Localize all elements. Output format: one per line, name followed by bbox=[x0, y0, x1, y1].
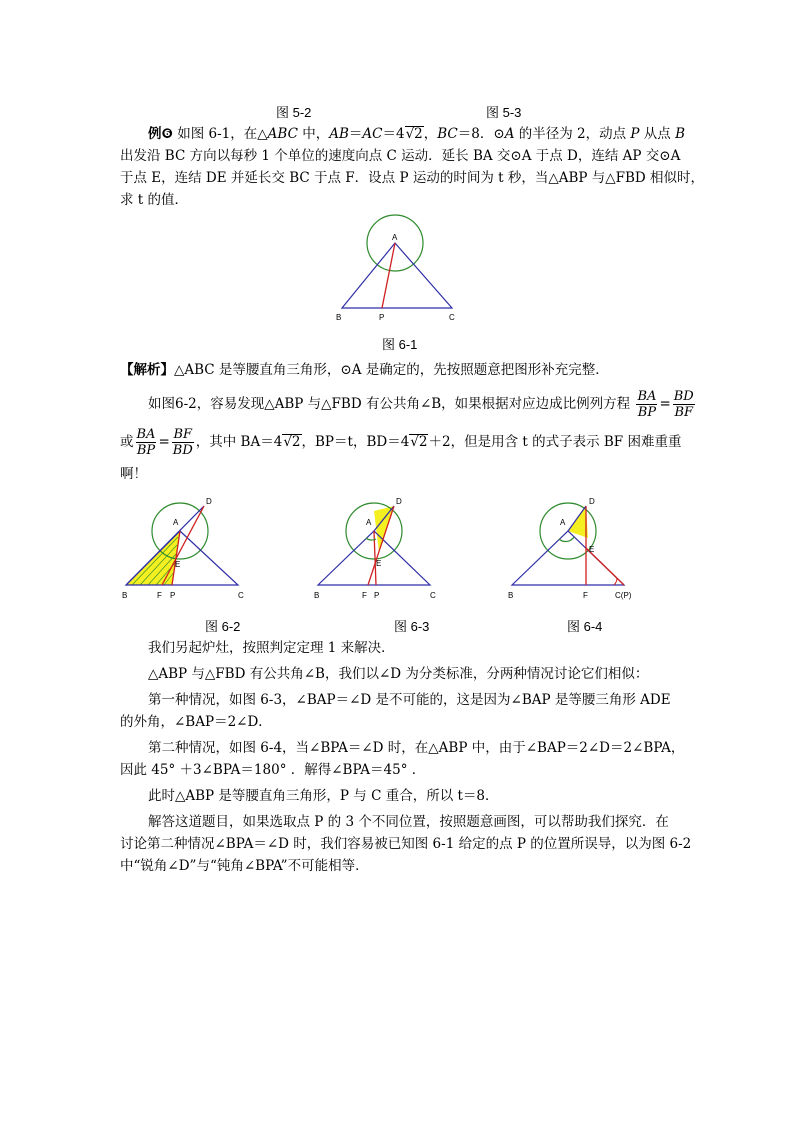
label-a: A bbox=[392, 233, 398, 242]
example-line-4: 求 t 的值． bbox=[120, 192, 189, 208]
label-f: F bbox=[157, 591, 162, 600]
label-e: E bbox=[376, 559, 382, 568]
analysis-heading: 【解析】 bbox=[120, 362, 174, 378]
label-p: P bbox=[170, 591, 176, 600]
label-a: A bbox=[173, 518, 179, 527]
body-paragraph-4b: 因此 45° ＋3∠BPA＝180° ．解得∠BPA＝45° ． bbox=[120, 762, 426, 778]
figure-6-2 bbox=[118, 492, 258, 604]
figure-caption-6-3: 图 6-3 bbox=[394, 619, 430, 634]
label-p: P bbox=[374, 591, 380, 600]
shaded-triangle bbox=[374, 506, 394, 552]
label-f: F bbox=[583, 591, 588, 600]
body-paragraph-6b: 讨论第二种情况∠BPA＝∠D 时，我们容易被已知图 6-1 给定的点 P 的位置所误导，以为图 6-2 bbox=[120, 836, 692, 852]
figure-6-4 bbox=[502, 492, 652, 604]
figure-6-3 bbox=[308, 492, 448, 604]
figure-caption-6-4: 图 6-4 bbox=[567, 619, 603, 634]
fraction-bd-bf: $\frac{BD}{BF}$ bbox=[673, 389, 694, 420]
body-paragraph-2: △ABP 与△FBD 有公共角∠B，我们以∠D 为分类标准，分两种情况讨论它们相似： bbox=[148, 666, 649, 682]
sqrt-symbol: √2 bbox=[283, 434, 301, 450]
triangle-abc bbox=[512, 531, 624, 585]
triangle-abc bbox=[342, 243, 452, 308]
label-d: D bbox=[206, 497, 212, 506]
sqrt-symbol: √2 bbox=[410, 434, 428, 450]
label-c: C bbox=[430, 591, 436, 600]
example-line-1: 例❻ 如图 6-1，在△ABC 中，AB＝AC＝4√2，BC＝8．⊙A 的半径为 2，动点 P 从点 B bbox=[148, 126, 686, 142]
body-paragraph-3a: 第一种情况，如图 6-3，∠BAP＝∠D 是不可能的，这是因为∠BAP 是等腰三角形 ADE bbox=[148, 692, 671, 708]
body-paragraph-3b: 的外角，∠BAP＝2∠D． bbox=[120, 714, 272, 730]
label-b: B bbox=[314, 591, 320, 600]
label-e: E bbox=[589, 545, 595, 554]
label-b: B bbox=[122, 591, 128, 600]
sqrt-symbol: √2 bbox=[405, 126, 423, 142]
label-c: C bbox=[449, 313, 455, 322]
label-d: D bbox=[396, 497, 402, 506]
fraction-bf-bd: $\frac{BF}{BD}$ bbox=[172, 427, 193, 458]
body-paragraph-1: 我们另起炉灶，按照判定定理 1 来解决． bbox=[148, 640, 395, 656]
fraction-ba-bp: $\frac{BA}{BP}$ bbox=[637, 389, 657, 420]
label-b: B bbox=[336, 313, 342, 322]
label-f: F bbox=[362, 591, 367, 600]
example-marker: 例❻ bbox=[148, 126, 173, 142]
fraction-ba-bp-2: $\frac{BA}{BP}$ bbox=[136, 427, 156, 458]
analysis-line-3: 或 $\frac{BA}{BP}$ = $\frac{BF}{BD}$ ，其中 BA＝4√2，BP＝t，BD＝4√2＋2，但是用含 t 的式子表示 BF 困难重重 bbox=[120, 427, 682, 458]
label-d: D bbox=[589, 497, 595, 506]
segment-ap bbox=[382, 243, 395, 308]
label-a: A bbox=[366, 518, 372, 527]
figure-caption-5-3: 图 5-3 bbox=[486, 105, 522, 120]
label-b: B bbox=[508, 591, 514, 600]
example-line-3: 于点 E，连结 DE 并延长交 BC 于点 F．设点 P 运动的时间为 t 秒，当△ABP 与△FBD 相似时， bbox=[120, 170, 705, 186]
label-a: A bbox=[560, 518, 566, 527]
label-e: E bbox=[175, 560, 181, 569]
angle-mark-p bbox=[614, 578, 617, 585]
example-line-2: 出发沿 BC 方向以每秒 1 个单位的速度向点 C 运动．延长 BA 交⊙A 于点 D，连结 AP 交⊙A bbox=[120, 148, 681, 164]
analysis-line-2: 如图6-2，容易发现△ABP 与△FBD 有公共角∠B，如果根据对应边成比例列方程 $\frac{BA}{BP}$ = $\frac{BD}{BF}$ bbox=[148, 389, 694, 420]
label-c-p: C(P) bbox=[615, 591, 632, 600]
body-paragraph-6c: 中“锐角∠D”与“钝角∠BPA”不可能相等． bbox=[120, 858, 369, 874]
analysis-line-4: 啊！ bbox=[120, 466, 147, 482]
figure-6-1 bbox=[330, 210, 470, 325]
body-paragraph-5: 此时△ABP 是等腰直角三角形，P 与 C 重合，所以 t＝8． bbox=[148, 788, 499, 804]
body-paragraph-4a: 第二种情况，如图 6-4，当∠BPA＝∠D 时，在△ABP 中，由于∠BAP＝2∠D＝2∠BPA， bbox=[148, 740, 685, 756]
label-c: C bbox=[238, 591, 244, 600]
analysis-line-1: 【解析】△ABC 是等腰直角三角形，⊙A 是确定的，先按照题意把图形补充完整． bbox=[120, 362, 609, 378]
figure-caption-6-2: 图 6-2 bbox=[205, 619, 241, 634]
figure-caption-6-1: 图 6-1 bbox=[382, 337, 418, 352]
label-p: P bbox=[379, 313, 385, 322]
body-paragraph-6a: 解答这道题目，如果选取点 P 的 3 个不同位置，按照题意画图，可以帮助我们探究．在 bbox=[148, 814, 669, 830]
figure-caption-5-2: 图 5-2 bbox=[276, 105, 312, 120]
